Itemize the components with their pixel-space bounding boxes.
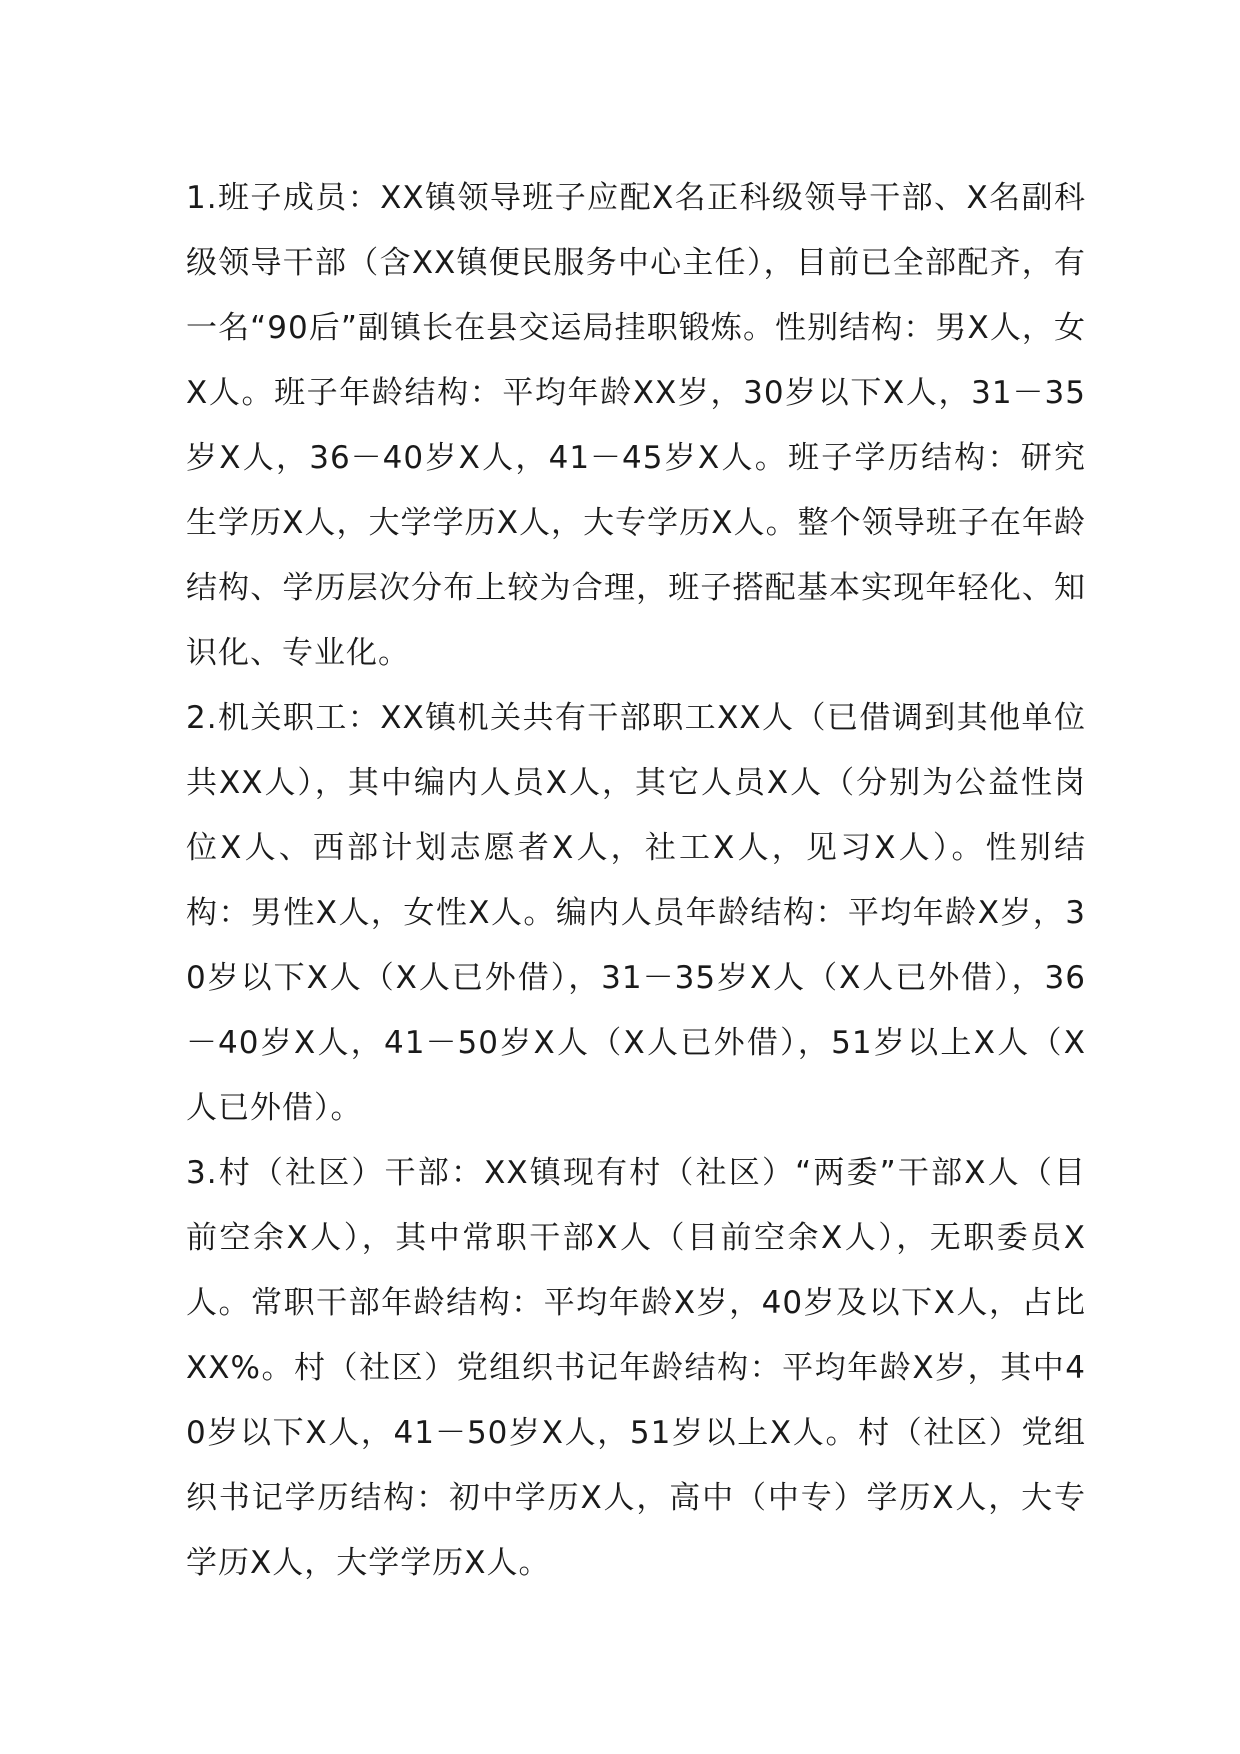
paragraph-office-staff: 2.机关职工：XX镇机关共有干部职工XX人（已借调到其他单位共XX人），其中编内人员X人，其它人员X人（分别为公益性岗位X人、西部计划志愿者X人，社工X人，见习X人）。性别结构：男性X人，女性X人。编内人员年龄结构：平均年龄X岁，30岁以下X人（X人已外借），31－35岁X人（X人已外借），36－40岁X人，41－50岁X人（X人已外借），51岁以上X人（X人已外借）。: [186, 700, 1086, 1126]
document-body: [186, 166, 1086, 1596]
paragraph-leadership-team: 1.班子成员：XX镇领导班子应配X名正科级领导干部、X名副科级领导干部（含XX镇便民服务中心主任），目前已全部配齐，有一名“90后”副镇长在县交运局挂职锻炼。性别结构：男X人，女X人。班子年龄结构：平均年龄XX岁，30岁以下X人，31－35岁X人，36－40岁X人，41－45岁X人。班子学历结构：研究生学历X人，大学学历X人，大专学历X人。整个领导班子在年龄结构、学历层次分布上较为合理，班子搭配基本实现年轻化、知识化、专业化。: [186, 180, 1086, 671]
paragraph-village-cadres: 3.村（社区）干部：XX镇现有村（社区）“两委”干部X人（目前空余X人），其中常职干部X人（目前空余X人），无职委员X人。常职干部年龄结构：平均年龄X岁，40岁及以下X人，占比XX%。村（社区）党组织书记年龄结构：平均年龄X岁，其中40岁以下X人，41－50岁X人，51岁以上X人。村（社区）党组织书记学历结构：初中学历X人，高中（中专）学历X人，大专学历X人，大学学历X人。: [186, 1155, 1086, 1581]
